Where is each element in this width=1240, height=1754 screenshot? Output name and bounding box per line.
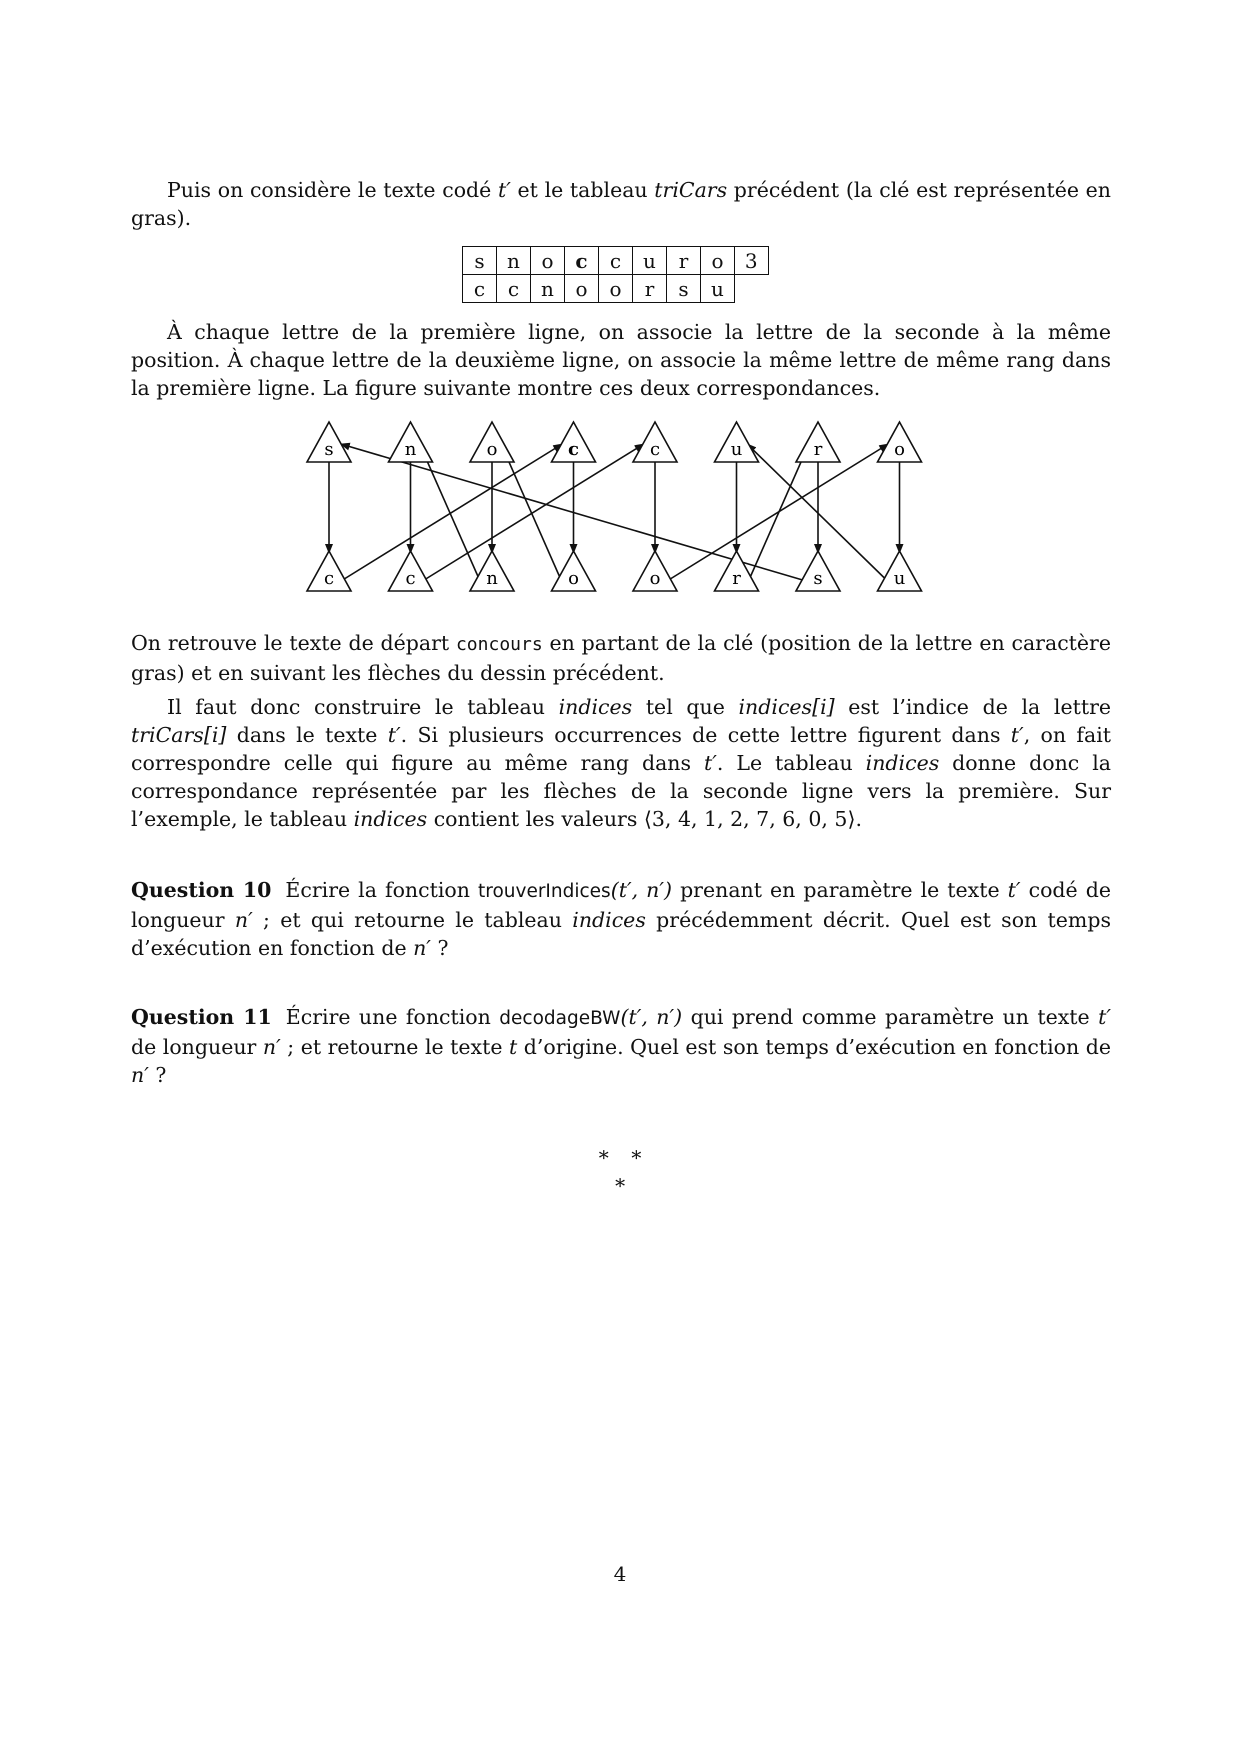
correspondence-paragraph: À chaque lettre de la première ligne, on associe la lettre de la seconde à la même position. À chaque lettre de la deuxième ligne, on associe la même lettre de même rang dans la première ligne. La figure suivante montre ces deux correspondances.	[131, 320, 1111, 400]
bottom-node	[715, 551, 759, 591]
node-label: c	[405, 568, 416, 589]
node-label: s	[324, 439, 334, 460]
top-node	[715, 422, 759, 462]
top-node	[389, 422, 433, 462]
table-cell: u	[701, 275, 735, 303]
node-label: s	[813, 568, 823, 589]
arrow-bottom-to-top	[749, 444, 809, 581]
bottom-node	[633, 551, 677, 591]
top-node	[307, 422, 351, 462]
table-cell: n	[497, 247, 531, 275]
table-cell: c	[497, 275, 531, 303]
nodes-group	[307, 422, 922, 591]
page-number: 4	[613, 1562, 627, 1586]
table-cell: o	[701, 247, 735, 275]
correspondence-figure	[0, 0, 1240, 640]
question-10-heading: Question 10	[131, 878, 272, 902]
question-10: Question 10 Écrire la fonction trouverIndices(t′, n′) prenant en paramètre le texte t′ codé de longueur n′ ; et qui retourne le tableau indices précédemment décrit. Quel est son temps d’exécution en fonction de n′ ?	[131, 878, 1111, 960]
node-label: c	[568, 439, 579, 460]
node-label: o	[649, 568, 661, 589]
bottom-node	[796, 551, 840, 591]
table-cell: s	[667, 275, 701, 303]
node-label: n	[486, 568, 498, 589]
section-stars-top: ∗ ∗	[596, 1142, 644, 1166]
table-cell: c	[599, 247, 633, 275]
arrow-bottom-to-top	[341, 444, 562, 581]
node-label: u	[730, 439, 743, 460]
node-label: o	[568, 568, 579, 589]
table-cell: o	[531, 247, 565, 275]
intro-paragraph: Puis on considère le texte codé t′ et le tableau triCars précédent (la clé est représentée en gras).	[131, 178, 1111, 230]
table-cell: c	[463, 275, 497, 303]
table-cell: n	[531, 275, 565, 303]
node-label: u	[893, 568, 906, 589]
node-label: o	[894, 439, 905, 460]
top-node	[470, 422, 514, 462]
table-cell: o	[565, 275, 599, 303]
indices-paragraph: Il faut donc construire le tableau indices tel que indices[i] est l’indice de la lettre triCars[i] dans le texte t′. Si plusieurs occurrences de cette lettre figurent dans t′, on fait correspondre celle qui figure au même rang dans t′. Le tableau indices donne donc la correspondance représentée par les flèches de la seconde ligne vers la première. Sur l’exemple, le tableau indices contient les valeurs ⟨3, 4, 1, 2, 7, 6, 0, 5⟩.	[131, 695, 1111, 831]
table-cell: o	[599, 275, 633, 303]
bottom-node	[552, 551, 596, 591]
top-node	[552, 422, 596, 462]
question-11: Question 11 Écrire une fonction decodageBW(t′, n′) qui prend comme paramètre un texte t′ de longueur n′ ; et retourne le texte t d’origine. Quel est son temps d’exécution en fonction de n′ ?	[131, 1005, 1111, 1087]
arrow-bottom-to-top	[501, 444, 561, 581]
top-node	[878, 422, 922, 462]
node-label: n	[404, 439, 417, 460]
bottom-node	[307, 551, 351, 591]
table-cell: s	[463, 247, 497, 275]
table-cell: r	[633, 275, 667, 303]
recovery-paragraph: On retrouve le texte de départ concours en partant de la clé (position de la lettre en caractère gras) et en suivant les flèches du dessin précédent.	[131, 631, 1111, 685]
arrow-bottom-to-top	[423, 444, 644, 581]
bottom-node	[878, 551, 922, 591]
arrow-bottom-to-top	[420, 444, 480, 581]
bottom-node	[389, 551, 433, 591]
function-name: decodageBW	[499, 1008, 621, 1029]
table-cell: r	[667, 247, 701, 275]
node-label: r	[732, 568, 741, 589]
node-label: o	[486, 439, 498, 460]
table-key-value: 3	[735, 247, 769, 275]
bottom-node	[470, 551, 514, 591]
table-cell-key: c	[565, 247, 599, 275]
question-11-heading: Question 11	[131, 1005, 272, 1029]
node-label: c	[323, 568, 335, 589]
top-node	[633, 422, 677, 462]
arrow-bottom-to-top	[667, 444, 888, 581]
function-name: trouverIndices	[478, 881, 611, 902]
section-stars-bottom: ∗	[613, 1170, 627, 1194]
top-node	[796, 422, 840, 462]
table-cell: u	[633, 247, 667, 275]
node-label: c	[649, 439, 661, 460]
node-label: r	[813, 439, 823, 460]
